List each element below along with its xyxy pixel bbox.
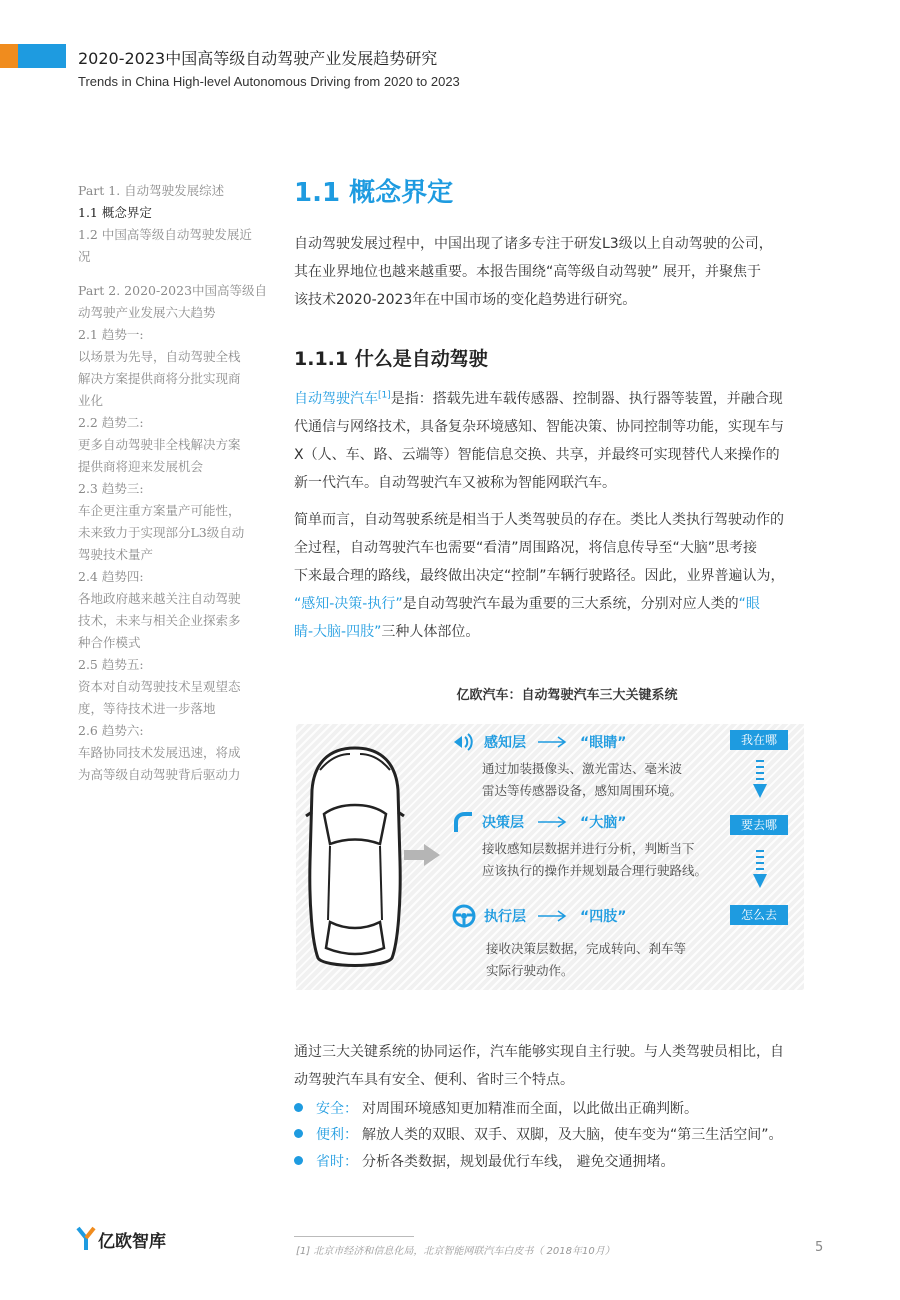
page-number: 5 [815,1240,824,1255]
layer-name-decision: 决策层 [482,815,524,831]
report-title: 2020-2023中国高等级自动驾驶产业发展趋势研究 [78,49,438,68]
toc-part2[interactable]: Part 2. 2020-2023中国高等级自 [78,283,268,298]
highlight-body: “眼 [738,596,760,612]
bullet-text: 解放人类的双眼、双手、双脚，及大脑，使车变为“第三生活空间”。 [362,1127,783,1143]
footnote-ref[interactable]: [1] [378,390,391,401]
layer-analogy-limbs: “四肢” [580,909,627,925]
tag-how-to-go: 怎么去 [730,905,788,925]
logo-mark-icon [76,1226,96,1252]
toc-1-2[interactable]: 1.2 中国高等级自动驾驶发展近 [78,227,252,242]
toc-2-2[interactable]: 2.2 趋势二: [78,415,144,430]
sensor-icon [452,730,476,754]
section-heading: 1.1 概念界定 [294,178,454,208]
bullet-text: 分析各类数据，规划最优行车线， 避免交通拥堵。 [362,1154,675,1170]
toc-2-2-text[interactable]: 提供商将迎来发展机会 [78,459,204,474]
bullet-label: 便利： [316,1127,358,1143]
flow-arrow-icon [404,844,440,866]
toc-2-4-text[interactable]: 种合作模式 [78,635,141,650]
toc-2-5-text[interactable]: 度，等待技术进一步落地 [78,701,216,716]
toc-2-4-text[interactable]: 技术，未来与相关企业探索多 [78,613,241,628]
toc-2-1-text[interactable]: 业化 [78,393,104,408]
toc-2-3[interactable]: 2.3 趋势三: [78,481,144,496]
arrow-down-icon [752,760,768,800]
brand-logo [76,1226,166,1252]
footnote: [1] 北京市经济和信息化局，北京智能网联汽车白皮书（ 2018年10月） [296,1246,615,1257]
toc-2-5-text[interactable]: 资本对自动驾驶技术呈观望态 [78,679,241,694]
toc-2-3-text[interactable]: 车企更注重方案量产可能性， [78,503,241,518]
toc-2-6-text[interactable]: 车路协同技术发展迅速，将成 [78,745,241,760]
toc-2-2-text[interactable]: 更多自动驾驶非全栈解决方案 [78,437,241,452]
figure-title: 亿欧汽车：自动驾驶汽车三大关键系统 [456,688,678,703]
tag-where-am-i: 我在哪 [730,730,788,750]
decision-icon [452,810,476,834]
toc-2-1[interactable]: 2.1 趋势一: [78,327,144,342]
highlight-body-cont: 睛-大脑-四肢” [294,624,382,640]
bullet-dot [294,1156,303,1165]
arrow-right-icon [538,736,568,748]
highlight-systems: “感知-决策-执行” [294,596,403,612]
subsection-heading: 1.1.1 什么是自动驾驶 [294,348,488,370]
car-top-view-icon [300,742,410,972]
arrow-down-icon [752,850,768,890]
layer-analogy-brain: “大脑” [580,815,627,831]
defined-term: 自动驾驶汽车 [294,391,378,407]
layer-name-perception: 感知层 [484,735,526,751]
bullet-text: 对周围环境感知更加精准而全面，以此做出正确判断。 [362,1101,698,1117]
toc-2-3-text[interactable]: 未来致力于实现部分L3级自动 [78,525,245,540]
toc-part1[interactable]: Part 1. 自动驾驶发展综述 [78,183,225,198]
bullet-label: 安全： [316,1101,358,1117]
toc-2-1-text[interactable]: 解决方案提供商将分批实现商 [78,371,241,386]
intro-paragraph: 自动驾驶发展过程中，中国出现了诸多专注于研发L3级以上自动驾驶的公司， 其在业界地位也越来越重要。本报告围绕“高等级自动驾驶” 展开，并聚焦于 该技术2020-2023年在中国市场的变化趋势进行研究。 [294,236,773,308]
header-accent-orange [0,44,18,68]
layer-desc-execution: 接收决策层数据，完成转向、刹车等 实际行驶动作。 [486,941,687,978]
toc-2-3-text[interactable]: 驾驶技术量产 [78,547,154,562]
footnote-divider [294,1236,414,1237]
table-of-contents [78,180,268,786]
toc-2-4[interactable]: 2.4 趋势四: [78,569,144,584]
toc-2-1-text[interactable]: 以场景为先导，自动驾驶全栈 [78,349,241,364]
layer-desc-decision: 接收感知层数据并进行分析，判断当下 应该执行的操作并规划最合理行驶路线。 [482,841,708,878]
toc-2-6-text[interactable]: 为高等级自动驾驶背后驱动力 [78,767,241,782]
bullet-dot [294,1103,303,1112]
layer-name-execution: 执行层 [484,909,526,925]
layer-desc-perception: 通过加装摄像头、激光雷达、毫米波 雷达等传感器设备，感知周围环境。 [482,761,683,798]
steering-wheel-icon [452,904,476,928]
toc-2-5[interactable]: 2.5 趋势五: [78,657,144,672]
layer-analogy-eyes: “眼睛” [580,735,627,751]
toc-2-6[interactable]: 2.6 趋势六: [78,723,144,738]
toc-1-1[interactable]: 1.1 概念界定 [78,205,152,220]
analogy-paragraph: 简单而言，自动驾驶系统是相当于人类驾驶员的存在。类比人类执行驾驶动作的 全过程，自动驾驶汽车也需要“看清”周围路况，将信息传导至“大脑”思考接 下来最合理的路线，最终做出决定“控制”车辆行驶路径。因此，业界普遍认为， “感知-决策-执行”是自动驾驶汽车最为重要的三大系统，分别对应人类的“眼 睛-大脑-四肢”三种人体部位。 [294,512,785,640]
logo-text: 亿欧智库 [98,1231,166,1252]
toc-part2-cont[interactable]: 动驾驶产业发展六大趋势 [78,305,216,320]
arrow-right-icon [538,816,568,828]
bullet-label: 省时： [316,1154,358,1170]
arrow-right-icon [538,910,568,922]
bullet-dot [294,1129,303,1138]
header-accent-blue [18,44,66,68]
toc-2-4-text[interactable]: 各地政府越来越关注自动驾驶 [78,591,241,606]
tag-where-to-go: 要去哪 [730,815,788,835]
definition-paragraph: 自动驾驶汽车[1]是指：搭载先进车载传感器、控制器、执行器等装置，并融合现 代通信与网络技术，具备复杂环境感知、智能决策、协同控制等功能，实现车与 X（人、车、路、云端等）智能信息交换、共享，并最终可实现替代人来操作的 新一代汽车。自动驾驶汽车又被称为智能网联汽车。 [294,390,784,491]
closing-paragraph: 通过三大关键系统的协同运作，汽车能够实现自主行驶。与人类驾驶员相比，自 动驾驶汽车具有安全、便利、省时三个特点。 [294,1044,784,1088]
toc-1-2-cont[interactable]: 况 [78,249,91,264]
report-subtitle: Trends in China High-level Autonomous Driving from 2020 to 2023 [78,74,460,89]
